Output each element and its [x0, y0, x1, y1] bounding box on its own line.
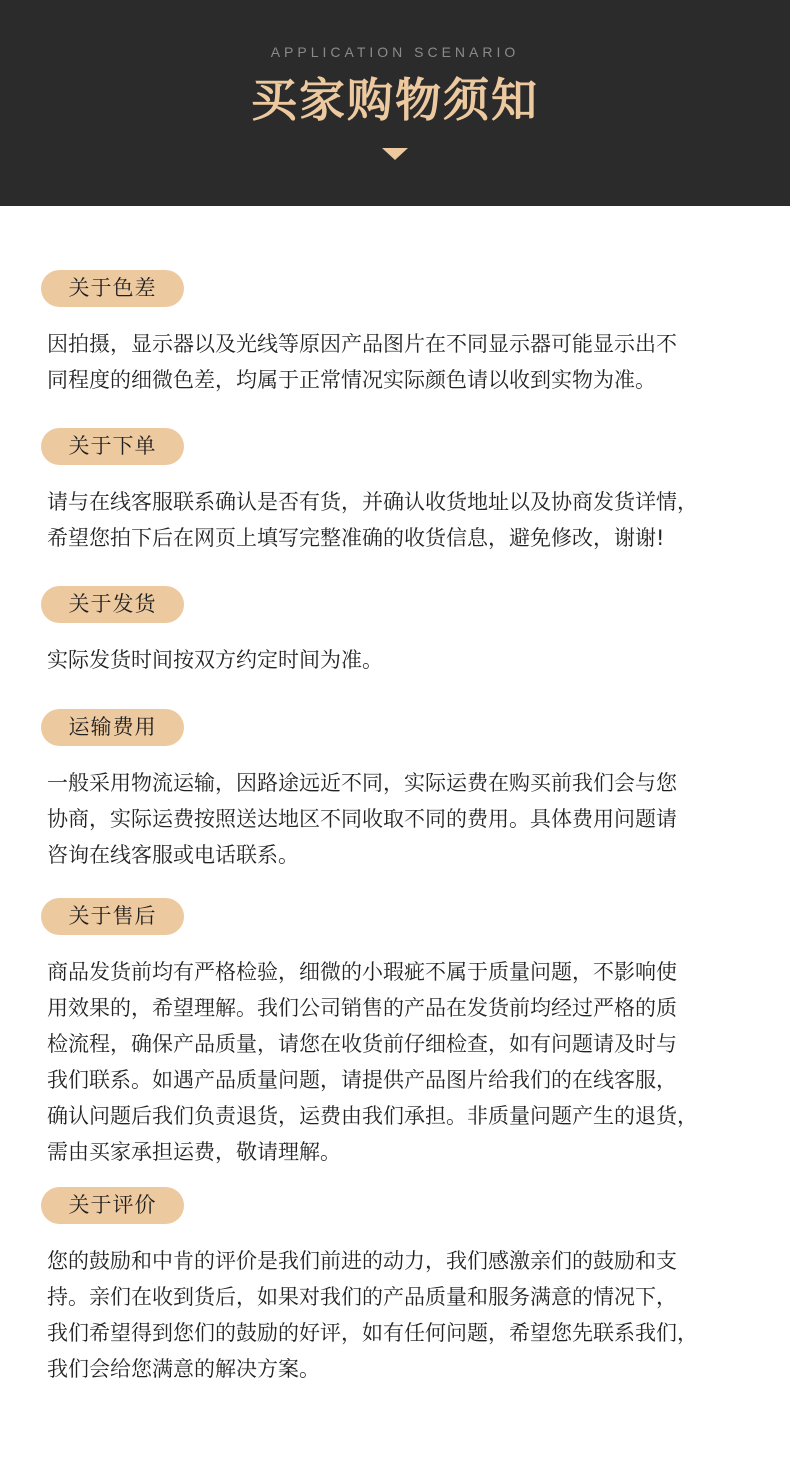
section-heading-badge: 关于下单 — [41, 428, 184, 465]
paragraph-line: 商品发货前均有严格检验，细微的小瑕疵不属于质量问题，不影响使 — [47, 960, 677, 984]
section-heading-badge: 运输费用 — [41, 709, 184, 746]
paragraph-line: 希望您拍下后在网页上填写完整准确的收货信息，避免修改，谢谢! — [47, 526, 665, 550]
paragraph-line: 持。亲们在收到货后，如果对我们的产品质量和服务满意的情况下， — [47, 1285, 677, 1309]
chevron-down-icon — [382, 148, 408, 160]
paragraph-line: 同程度的细微色差，均属于正常情况实际颜色请以收到实物为准。 — [47, 368, 656, 392]
paragraph-line: 我们希望得到您们的鼓励的好评，如有任何问题，希望您先联系我们， — [47, 1321, 698, 1345]
section-heading-badge: 关于评价 — [41, 1187, 184, 1224]
section-heading-badge: 关于发货 — [41, 586, 184, 623]
paragraph-line: 您的鼓励和中肯的评价是我们前进的动力，我们感激亲们的鼓励和支 — [47, 1249, 677, 1273]
paragraph-line: 我们联系。如遇产品质量问题，请提供产品图片给我们的在线客服， — [47, 1068, 677, 1092]
paragraph-line: 协商，实际运费按照送达地区不同收取不同的费用。具体费用问题请 — [47, 807, 677, 831]
header-banner — [0, 0, 790, 206]
paragraph-line: 需由买家承担运费，敬请理解。 — [47, 1140, 341, 1164]
section-heading-badge: 关于售后 — [41, 898, 184, 935]
paragraph-line: 请与在线客服联系确认是否有货，并确认收货地址以及协商发货详情， — [47, 490, 698, 514]
section-paragraph — [47, 765, 759, 873]
section-heading-badge: 关于色差 — [41, 270, 184, 307]
header-subtitle: APPLICATION SCENARIO — [270, 44, 520, 60]
paragraph-line: 实际发货时间按双方约定时间为准。 — [47, 648, 383, 672]
section-paragraph — [47, 484, 759, 556]
section-paragraph — [47, 326, 759, 398]
section-paragraph — [47, 642, 759, 678]
section-paragraph — [47, 954, 759, 1170]
paragraph-line: 检流程，确保产品质量，请您在收货前仔细检查，如有问题请及时与 — [47, 1032, 677, 1056]
page-title: 买家购物须知 — [251, 73, 539, 127]
paragraph-line: 我们会给您满意的解决方案。 — [47, 1357, 320, 1381]
paragraph-line: 一般采用物流运输，因路途远近不同，实际运费在购买前我们会与您 — [47, 771, 677, 795]
paragraph-line: 确认问题后我们负责退货，运费由我们承担。非质量问题产生的退货， — [47, 1104, 698, 1128]
paragraph-line: 咨询在线客服或电话联系。 — [47, 843, 299, 867]
section-paragraph — [47, 1243, 759, 1387]
paragraph-line: 用效果的，希望理解。我们公司销售的产品在发货前均经过严格的质 — [47, 996, 677, 1020]
paragraph-line: 因拍摄，显示器以及光线等原因产品图片在不同显示器可能显示出不 — [47, 332, 677, 356]
